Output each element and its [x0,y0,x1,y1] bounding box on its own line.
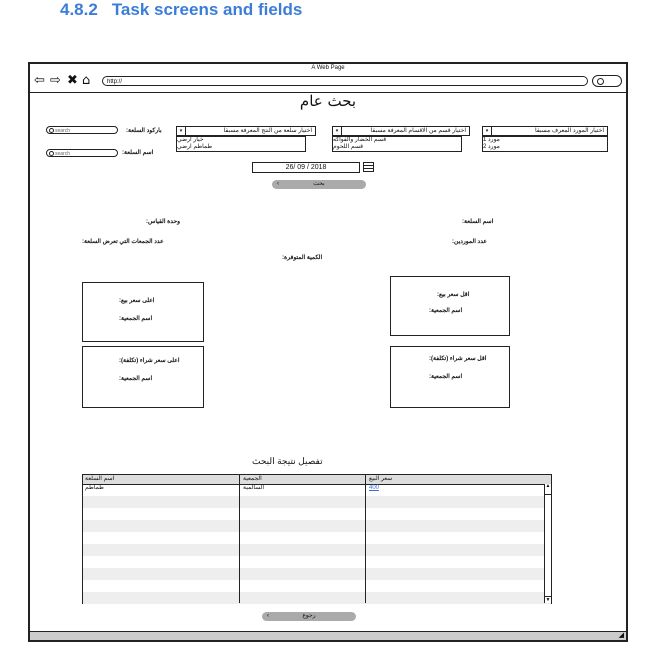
option-1[interactable]: خيار ارضي [177,137,204,143]
table-row [83,532,551,544]
supplier-count-label: عدد الموردين: [452,239,487,245]
option-1[interactable]: مورد 1 [483,137,500,143]
chevron-down-icon: ▾ [177,127,186,135]
date-field[interactable]: 26/ 09 / 2018 [252,162,360,173]
min-sell-assoc: اسم الجمعية: [429,308,463,314]
row-assoc: السالمية [243,485,264,491]
supplier-options[interactable] [482,136,608,152]
close-icon[interactable]: ✖ [67,73,78,88]
max-sell-box [82,282,204,342]
col-header-assoc: الجمعية [243,476,262,482]
chevron-left-icon: ‹ [277,181,279,187]
product-options[interactable] [176,136,306,152]
table-row [83,544,551,556]
max-sell-label: اعلى سعر بيع: [119,298,155,304]
table-row [83,568,551,580]
status-bar [30,631,626,640]
window-title: A Web Page [311,65,345,71]
max-sell-assoc: اسم الجمعية: [119,316,153,322]
section-options[interactable] [332,136,462,152]
forward-arrow-icon[interactable]: ⇨ [50,73,61,88]
option-1[interactable]: قسم الخضار والفواكه [333,137,387,143]
min-sell-box [390,276,510,336]
option-2[interactable]: مورد 2 [483,144,500,150]
col-header-price: سعر البيع [369,476,393,482]
max-cost-box [82,346,204,408]
supplier-select[interactable]: ▾ اختيار المورد المعرف مسبقا [482,126,608,136]
back-arrow-icon[interactable]: ⇦ [34,73,45,88]
table-row [83,508,551,520]
table-row [83,580,551,592]
table-row [83,556,551,568]
max-cost-assoc: اسم الجمعية: [119,376,153,382]
max-cost-label: اعلى سعر شراء (تكلفة): [119,358,180,364]
chevron-down-icon: ▾ [483,127,492,135]
column-divider [365,475,366,603]
min-cost-box [390,346,510,408]
product-select[interactable]: ▾ اختيار سلعة من النتج المعرفة مسبقا [176,126,316,136]
chevron-down-icon: ▾ [333,127,342,135]
barcode-search-input[interactable]: search [46,126,118,134]
table-row [83,592,551,604]
section-title: Task screens and fields [111,0,303,19]
search-button[interactable]: ‹ بحث [272,180,366,189]
section-select[interactable]: ▾ اختيار قسم من الاقسام المعرفة مسبقا [332,126,470,136]
browser-window [28,62,628,642]
barcode-label: باركود السلعة: [126,128,162,134]
row-product: طماطم [85,485,104,491]
qty-available-label: الكمية المتوفرة: [282,255,323,261]
table-row [83,520,551,532]
unit-label: وحدة القياس: [146,219,181,225]
search-go-button[interactable] [592,75,622,87]
section-number: 4.8.2 [60,0,98,19]
results-title: تفصيل نتيجة البحث [252,456,323,466]
assoc-count-label: عدد الجمعات التي تعرض السلعة: [82,239,164,245]
row-price-link[interactable]: 400 [369,485,380,491]
min-cost-label: اقل سعر شراء (تكلفة): [429,356,487,362]
resize-grip-icon[interactable]: ◢ [618,632,624,639]
option-2[interactable]: قسم اللحوم [333,144,364,150]
table-body [83,484,551,604]
name-search-input[interactable]: search [46,149,118,157]
section-heading [60,0,302,20]
scroll-down-icon[interactable]: ▼ [545,597,551,603]
nav-bar [30,72,626,93]
chevron-left-icon: ‹ [267,613,269,619]
home-icon[interactable]: ⌂ [82,73,91,88]
table-row[interactable] [83,484,551,496]
page-title: بحث عام [299,92,357,110]
product-name-label: اسم السلعة: [462,219,494,225]
back-button[interactable]: ‹ رجوع [262,612,356,621]
results-table [82,474,552,604]
option-2[interactable]: طماطم ارضي [177,144,213,150]
col-header-product: اسم السلعة [85,476,115,482]
column-divider [239,475,240,603]
table-scrollbar[interactable] [544,484,551,603]
calendar-icon[interactable] [363,162,374,172]
name-label: اسم السلعة: [122,150,154,156]
min-sell-label: اقل سعر بيع: [437,292,470,298]
table-row [83,496,551,508]
url-bar[interactable]: http:// [102,76,588,86]
min-cost-assoc: اسم الجمعية: [429,374,463,380]
scroll-up-icon[interactable]: ▲ [545,484,551,495]
